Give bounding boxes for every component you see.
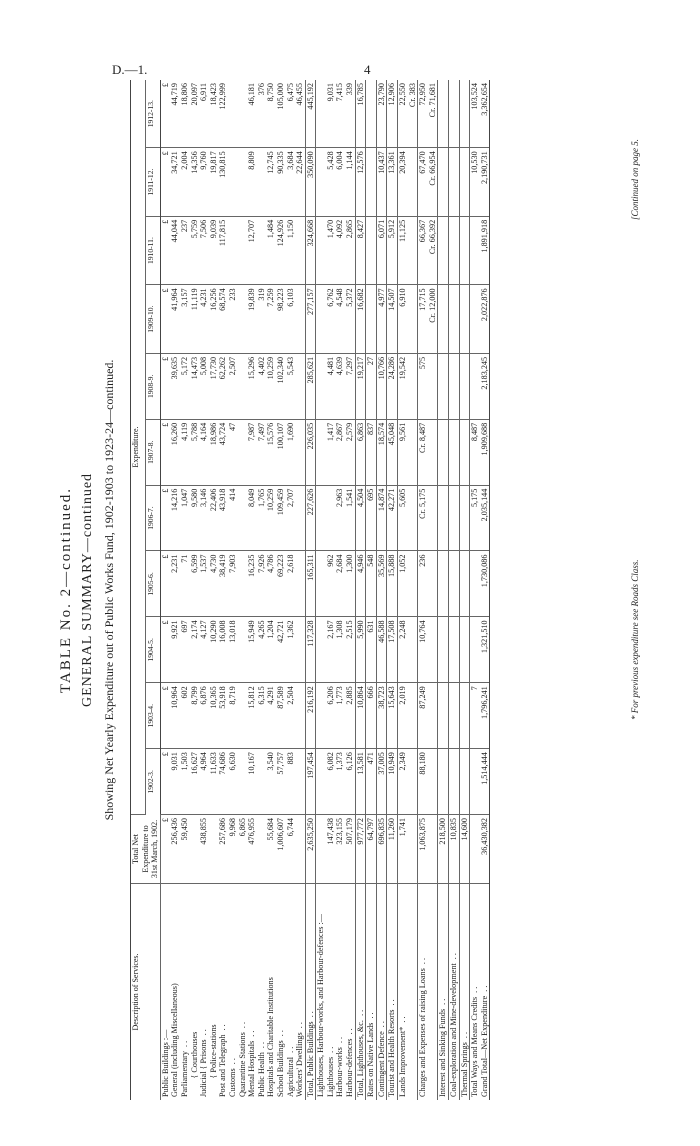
year-value-cell: 103,524 3,362,654 [470,80,490,148]
year-value-cell: 1,514,444 [470,749,490,815]
year-value-cell: 575 [418,353,438,419]
year-value-cell: 277,157 [305,285,316,354]
year-value-cell: 10,764 [418,617,438,683]
row-description: Coal-exploration and Mine-development . . [449,884,460,1101]
row-description: Total, Lighthouses, &c. . . [355,884,366,1101]
row-description: Tourist and Health Resorts . . [387,884,398,1101]
year-value-cell: 227,626 [305,485,316,551]
year-value-cell: 2,349 [398,749,418,815]
year-value-cell: £ 14,216 1,047 9,580 3,146 22,406 43,918 414 8,049 1,765 10,259 109,459 2,707 [160,485,305,551]
year-value-cell: 11,125 [398,216,418,285]
year-value-cell: 4,481 4,639 7,297 [316,353,355,419]
row-description: Thermal Springs . . [459,884,470,1101]
year-value-cell: 6,082 1,373 6,126 [316,749,355,815]
year-value-cell: 6,071 [376,216,387,285]
year-value-cell [438,485,449,551]
year-value-cell: £ 9,921 697 2,174 4,127 10,290 16,008 13,018 15,949 4,265 1,204 42,721 1,362 [160,617,305,683]
year-value-cell: Cr. 8,487 [418,419,438,485]
row-total-to-1902: 10,835 [449,815,460,884]
year-value-cell: 37,005 [376,749,387,815]
table-row [387,80,398,1100]
table-row [459,80,470,1100]
year-value-cell: 12,576 [355,148,366,217]
row-total-to-1902: 1,741 [398,815,418,884]
row-description: Contingent Defence . . [376,884,387,1101]
year-value-cell: 18,574 [376,419,387,485]
year-value-cell: 88,180 [418,749,438,815]
year-value-cell: 72,950 Cr. 71,681 [418,80,438,148]
year-value-cell [438,148,449,217]
year-value-cell [449,216,460,285]
year-value-cell: £ 44,719 18,806 20,097 6,911 18,423 122,999 46,181 376 8,750 105,000 6,475 46,455 [160,80,305,148]
year-value-cell: 2,022,876 [470,285,490,354]
year-value-cell: 4,977 [376,285,387,354]
year-value-cell: 4,504 [355,485,366,551]
row-description: Charges and Expenses of raising Loans . . [418,884,438,1101]
year-value-cell [459,148,470,217]
year-value-cell: 226,035 [305,419,316,485]
year-value-cell: 5,428 6,004 1,144 [316,148,355,217]
table-title: GENERAL SUMMARY—continued [80,472,95,708]
year-value-cell: 27 [366,353,377,419]
year-value-cell: 17,715 Cr. 12,000 [418,285,438,354]
row-total-to-1902: 218,500 [438,815,449,884]
row-description: Interest and Sinking Funds . . [438,884,449,1101]
year-value-cell: 216,192 [305,683,316,749]
year-value-cell: 9,561 [398,419,418,485]
year-value-cell [366,148,377,217]
row-description: Lands Improvement* . . [398,884,418,1101]
table-row [418,80,438,1100]
row-total-to-1902: 2,635,250 [305,815,316,884]
year-value-cell: 6,762 4,548 5,372 [316,285,355,354]
year-value-cell: 19,542 [398,353,418,419]
table-number: TABLE No. 2—continued. [58,486,74,694]
year-value-cell: 9,031 7,415 339 [316,80,355,148]
year-value-cell [449,353,460,419]
year-value-cell: 350,090 [305,148,316,217]
year-value-cell: 23,790 [376,80,387,148]
row-description: Public Buildings :— General (including Miscellaneous) Parliamentary . . { Courthouses Judicial { Prisons . . { Police-stations Post and Telegraph . . Customs . . Quarantine Stations . . Mental Hospitals . . Public Health . . Hospitals and Charitable Institutions School Buildings . . Agricultural . . Workers' Dwellings . . [160,977,305,1097]
year-header: 1911-12. [145,148,160,217]
year-value-cell: 13,581 [355,749,366,815]
year-value-cell: 24,286 [387,353,398,419]
table-row [470,80,490,1100]
year-value-cell: 6,910 [398,285,418,354]
year-value-cell: 2,019 [398,683,418,749]
year-value-cell [438,80,449,148]
table-row [366,80,377,1100]
desc-header: Description of Services. [131,884,161,1101]
year-value-cell [459,353,470,419]
year-value-cell: 16,682 [355,285,366,354]
year-value-cell [438,285,449,354]
year-value-cell [449,80,460,148]
year-value-cell [366,80,377,148]
row-description: Total Ways and Means Credits . . Grand Total—Net Expenditure . . [470,884,490,1101]
year-value-cell: 14,507 [387,285,398,354]
year-value-cell: 1,730,086 [470,551,490,617]
year-value-cell: £ 44,044 237 5,759 7,506 9,039 117,815 12,707 1,484 124,926 1,150 [160,216,305,285]
year-value-cell: 1,052 [398,551,418,617]
year-value-cell: 695 [366,485,377,551]
year-value-cell: 1,891,918 [470,216,490,285]
year-value-cell [438,749,449,815]
table-row [376,80,387,1100]
year-value-cell [459,285,470,354]
year-value-cell [449,419,460,485]
year-value-cell: 20,394 [398,148,418,217]
year-value-cell: 87,249 [418,683,438,749]
year-value-cell [366,285,377,354]
year-value-cell: 1,321,510 [470,617,490,683]
year-value-cell: 2,248 [398,617,418,683]
row-total-to-1902: 14,600 [459,815,470,884]
row-description: Rates on Native Lands . . [366,884,377,1101]
year-value-cell: 8,487 1,909,688 [470,419,490,485]
year-header: 1910-11. [145,216,160,285]
year-value-cell [438,353,449,419]
table-row [160,80,305,1100]
table-row [316,80,355,1100]
year-value-cell [366,216,377,285]
year-value-cell [449,551,460,617]
table-row [305,80,316,1100]
table-body [160,80,490,1100]
footnote-continued: [Continued on page 5. [630,139,640,220]
year-value-cell [459,749,470,815]
year-value-cell [459,485,470,551]
year-value-cell: £ 39,635 5,172 14,473 5,008 17,730 62,262 2,507 15,296 4,402 10,259 102,340 5,543 [160,353,305,419]
expenditure-header: Expenditure. [131,80,146,815]
row-description: Total, Public Buildings . . [305,884,316,1101]
year-value-cell: Cr. 5,175 [418,485,438,551]
year-value-cell [459,683,470,749]
year-value-cell: £ 10,964 602 8,799 6,876 10,365 53,918 8,719 15,812 6,315 4,291 87,589 2,504 [160,683,305,749]
year-value-cell: 2,183,245 [470,353,490,419]
year-value-cell [438,617,449,683]
year-value-cell: 16,785 [355,80,366,148]
year-value-cell [459,551,470,617]
year-value-cell: 13,361 [387,148,398,217]
year-value-cell: 445,192 [305,80,316,148]
year-value-cell: 46,588 [376,617,387,683]
year-header: 1903-4. [145,683,160,749]
year-value-cell: 35,569 [376,551,387,617]
year-value-cell: 14,874 [376,485,387,551]
page-number: 4 [364,62,371,77]
year-value-cell: 5,912 [387,216,398,285]
year-value-cell [449,485,460,551]
year-value-cell: 66,367 Cr. 66,392 [418,216,438,285]
year-value-cell: 117,328 [305,617,316,683]
year-value-cell: 197,454 [305,749,316,815]
year-header: 1908-9. [145,353,160,419]
year-value-cell [449,148,460,217]
year-value-cell: £ 34,721 2,004 14,356 9,760 19,817 130,815 8,809 12,745 90,335 3,684 22,644 [160,148,305,217]
year-header: 1906-7. [145,485,160,551]
year-value-cell: 10,530 2,190,731 [470,148,490,217]
year-value-cell: 15,888 [387,551,398,617]
row-total-to-1902: 36,430,382 [470,815,490,884]
year-value-cell: 285,621 [305,353,316,419]
total-header: Total Net Expenditure to 31st March, 1902. [131,815,161,884]
year-value-cell [459,617,470,683]
year-value-cell: 1,417 2,867 2,579 [316,419,355,485]
year-value-cell: 837 [366,419,377,485]
year-value-cell [438,683,449,749]
year-value-cell: 38,723 [376,683,387,749]
year-header: 1909-10. [145,285,160,354]
year-value-cell [459,80,470,148]
year-value-cell: 6,863 [355,419,366,485]
year-header: 1904-5. [145,617,160,683]
table-row [355,80,366,1100]
page-code: D.—1. [112,62,148,77]
row-total-to-1902: 977,772 [355,815,366,884]
year-header: 1905-6. [145,551,160,617]
footnote-previous: * For previous expenditure see Roads Class. [630,559,640,720]
year-value-cell: 7 1,796,241 [470,683,490,749]
year-value-cell [459,419,470,485]
year-value-cell: 15,643 [387,683,398,749]
row-total-to-1902: £ 256,436 59,450 438,855 257,686 9,968 6,865 476,955 55,684 1,006,607 6,744 [160,815,305,884]
year-value-cell: 548 [366,551,377,617]
year-value-cell [438,551,449,617]
year-value-cell: 5,990 [355,617,366,683]
year-value-cell: 324,668 [305,216,316,285]
year-value-cell: 962 2,684 1,300 [316,551,355,617]
year-value-cell: 6,206 1,773 2,885 [316,683,355,749]
table-row [398,80,418,1100]
year-value-cell: £ 9,031 1,503 16,627 4,964 11,633 74,686 6,630 10,167 3,540 57,757 883 [160,749,305,815]
year-value-cell: £ 16,260 4,119 5,788 4,164 18,986 43,724 47 7,987 7,497 15,576 100,107 1,690 [160,419,305,485]
year-value-cell: 42,271 [387,485,398,551]
year-value-cell [438,419,449,485]
year-value-cell: 4,946 [355,551,366,617]
row-total-to-1902: 696,835 [376,815,387,884]
year-value-cell [449,617,460,683]
table-row [438,80,449,1100]
year-value-cell [449,683,460,749]
year-value-cell: 10,864 [355,683,366,749]
row-total-to-1902: 1,063,875 [418,815,438,884]
year-value-cell: 1,470 4,092 2,865 [316,216,355,285]
year-value-cell: 19,217 [355,353,366,419]
year-value-cell: 17,508 [387,617,398,683]
year-value-cell: 12,906 [387,80,398,148]
year-value-cell: 631 [366,617,377,683]
year-value-cell: 165,311 [305,551,316,617]
year-value-cell: £ 2,231 71 6,599 1,537 4,730 38,419 7,903 16,235 7,926 4,786 69,223 2,618 [160,551,305,617]
table-subtitle: Showing Net Yearly Expenditure out of Public Works Fund, 1902-1903 to 1923-24—continued. [102,359,116,821]
year-value-cell: 666 [366,683,377,749]
year-value-cell [449,749,460,815]
row-description: Lighthouses, Harbour-works, and Harbour-defences :— Lighthouses . . Harbour-works . . Harbour-defences . . [316,884,355,1101]
year-value-cell: 236 [418,551,438,617]
year-value-cell: 2,167 1,308 2,515 [316,617,355,683]
row-total-to-1902: 11,260 [387,815,398,884]
year-value-cell: 10,949 [387,749,398,815]
year-value-cell [449,285,460,354]
year-header: 1902-3. [145,749,160,815]
year-value-cell: 45,048 [387,419,398,485]
year-value-cell: 2,963 1,541 [316,485,355,551]
table-row [449,80,460,1100]
year-value-cell: 5,175 2,035,144 [470,485,490,551]
year-value-cell [438,216,449,285]
year-value-cell: £ 41,964 3,157 11,119 4,231 16,256 68,574 233 19,839 319 7,259 98,223 6,103 [160,285,305,354]
year-value-cell: 10,437 [376,148,387,217]
expenditure-table [130,80,490,1100]
year-value-cell: 5,605 [398,485,418,551]
rotated-table-page [58,80,658,1100]
row-total-to-1902: 64,797 [366,815,377,884]
year-header: 1912-13. [145,80,160,148]
year-value-cell: 22,550 Cr. 383 [398,80,418,148]
year-value-cell [459,216,470,285]
row-total-to-1902: 147,438 323,155 507,179 [316,815,355,884]
year-header: 1907-8. [145,419,160,485]
year-value-cell: 10,766 [376,353,387,419]
year-value-cell: 8,427 [355,216,366,285]
year-value-cell: 471 [366,749,377,815]
year-value-cell: 67,470 Cr. 66,954 [418,148,438,217]
